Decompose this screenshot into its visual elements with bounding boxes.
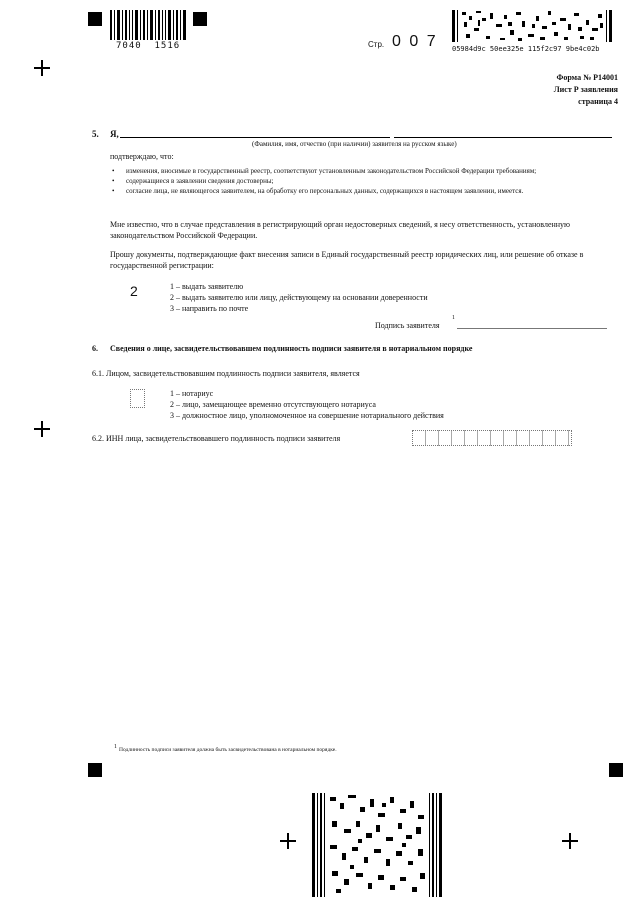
corner-marker-bottom-right <box>609 763 623 777</box>
document-hash: 05984d9c 50ee325e 115f2c97 9be4c02b <box>452 45 600 53</box>
signature-line[interactable] <box>457 328 607 329</box>
responsibility-text: Мне известно, что в случае представления в регистрирующий орган недостоверных сведений, я несу ответственность, установленную законодательством Российской Федерации. <box>110 220 571 240</box>
notary-type-box[interactable] <box>130 389 145 408</box>
2d-barcode-bottom <box>312 793 442 897</box>
notary-option-3: 3 – должностное лицо, уполномоченное на совершение нотариального действия <box>170 411 444 420</box>
registration-cross-icon <box>34 60 50 76</box>
section-5-number: 5. <box>92 129 99 139</box>
list-item: • согласие лица, не являющегося заявителем, на обработку его персональных данных, содержащихся в настоящем заявлении, имеется. <box>110 186 616 196</box>
notary-option-2: 2 – лицо, замещающее временно отсутствующего нотариуса <box>170 400 376 409</box>
sheet-name: Лист Р заявления <box>553 85 618 94</box>
2d-barcode <box>452 10 612 42</box>
section-6-title: Сведения о лице, засвидетельствовавшем подлинность подписи заявителя в нотариальном порядке <box>110 344 473 353</box>
sheet-page: страница 4 <box>578 97 618 106</box>
corner-marker-bottom-left <box>88 763 102 777</box>
signature-label: Подпись заявителя <box>375 321 440 330</box>
fio-caption: (Фамилия, имя, отчество (при наличии) заявителя на русском языке) <box>252 140 457 148</box>
page-number: 0 0 7 <box>392 33 438 50</box>
item-6-2-label: 6.2. ИНН лица, засвидетельствовавшего подлинность подписи заявителя <box>92 434 341 443</box>
issue-option-1: 1 – выдать заявителю <box>170 282 244 291</box>
page-label: Стр. <box>368 40 385 49</box>
item-6-1-label: 6.1. Лицом, засвидетельствовавшим подлинность подписи заявителя, является <box>92 369 360 378</box>
form-name: Форма № Р14001 <box>556 73 618 82</box>
linear-barcode <box>110 10 186 40</box>
section-5-ya: Я, <box>110 129 119 139</box>
list-item: • содержащиеся в заявлении сведения достоверны; <box>110 176 616 186</box>
corner-marker-top-mid <box>193 12 207 26</box>
footnote-mark: 1 <box>114 744 117 750</box>
fio-line-2[interactable] <box>394 137 612 138</box>
signature-footnote-mark: 1 <box>452 315 455 321</box>
barcode-number: 7040 1516 <box>116 41 181 51</box>
section-6-number: 6. <box>92 344 98 353</box>
inn-input[interactable] <box>412 430 572 446</box>
confirm-list <box>110 166 616 196</box>
issue-option-2: 2 – выдать заявителю или лицу, действующему на основании доверенности <box>170 293 428 302</box>
registration-cross-icon <box>562 833 578 849</box>
fio-line[interactable] <box>120 137 390 138</box>
issue-method-value[interactable]: 2 <box>130 283 138 299</box>
corner-marker-top-left <box>88 12 102 26</box>
request-text: Прошу документы, подтверждающие факт внесения записи в Единый государственный реестр юридических лиц, или решение об отказе в государственной регистрации: <box>110 250 584 270</box>
confirm-text: подтверждаю, что: <box>110 152 174 161</box>
notary-option-1: 1 – нотариус <box>170 389 214 398</box>
registration-cross-icon <box>34 421 50 437</box>
issue-option-3: 3 – направить по почте <box>170 304 249 313</box>
footnote-text: Подлинность подписи заявителя должна быть засвидетельствована в нотариальном порядке. <box>119 747 337 753</box>
registration-cross-icon <box>280 833 296 849</box>
list-item: • изменения, вносимые в государственный реестр, соответствуют установленным законодательством Российской Федерации требованиям; <box>110 166 616 176</box>
